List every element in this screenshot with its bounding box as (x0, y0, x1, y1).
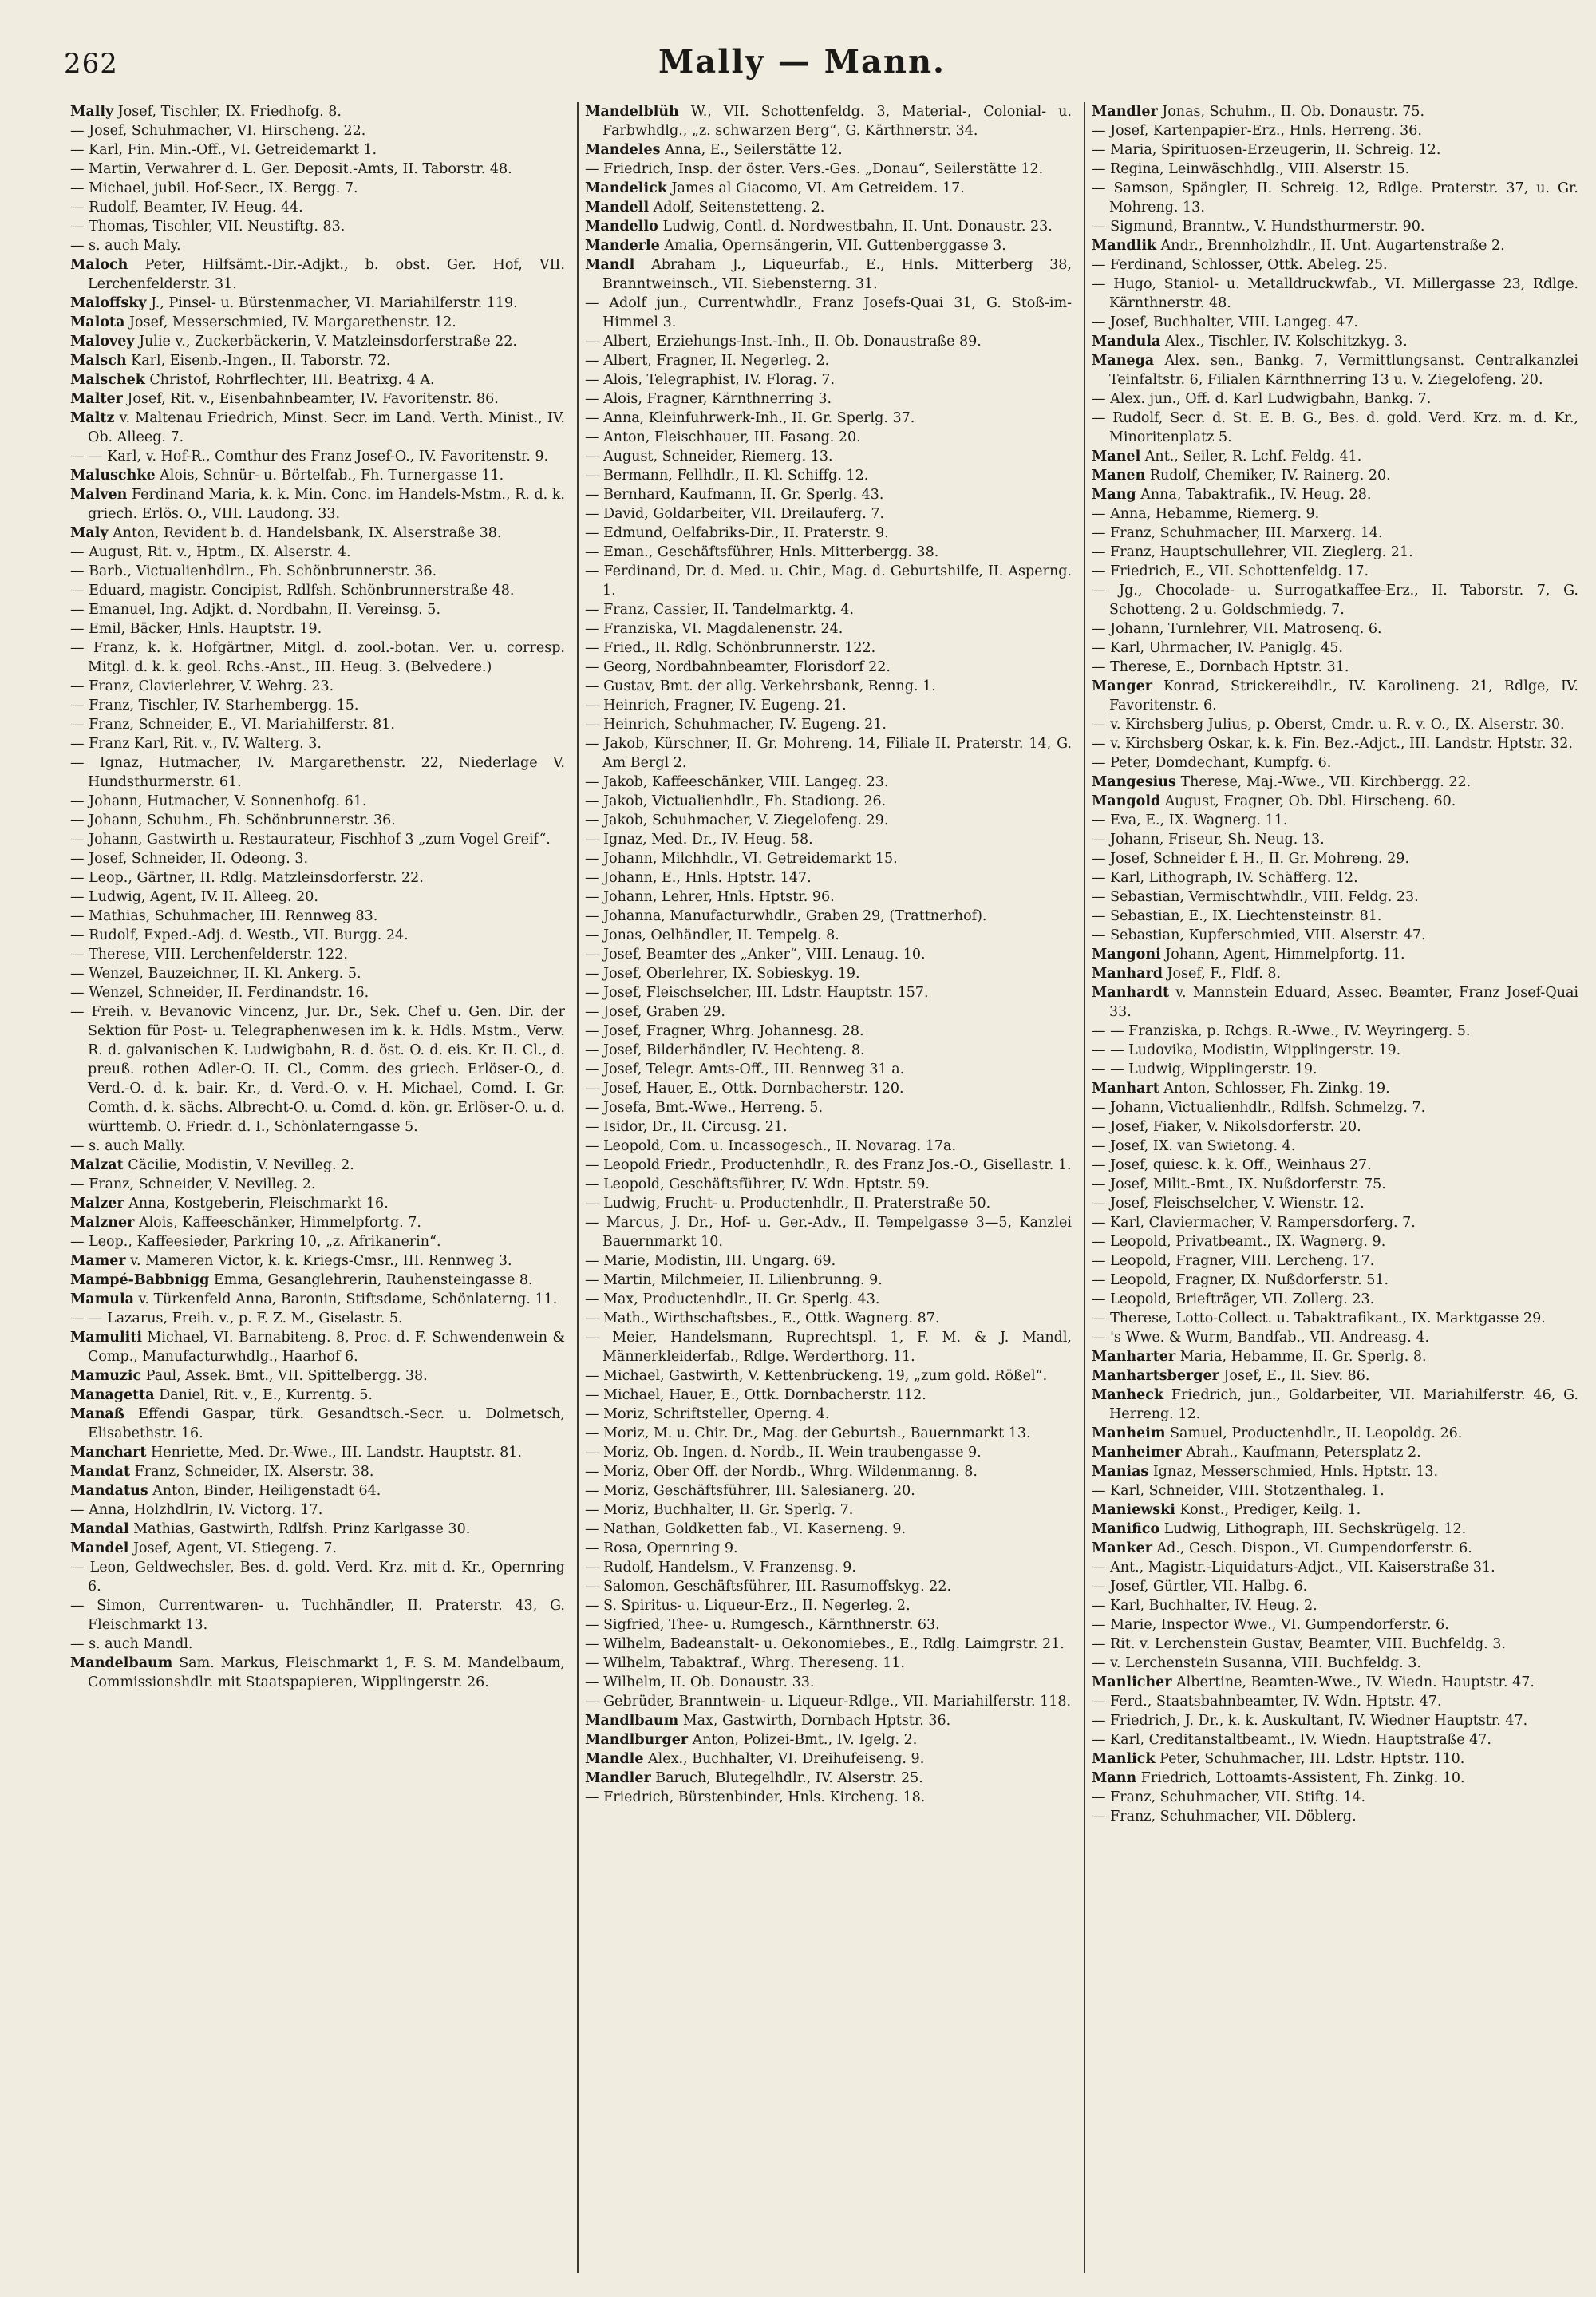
directory-entry: Manlick Peter, Schuhmacher, III. Ldstr. Hptstr. 110. (1092, 1751, 1465, 1767)
page-header (64, 42, 1540, 89)
directory-entry: Mamuzic Paul, Assek. Bmt., VII. Spittelbergg. 38. (70, 1368, 428, 1384)
directory-entry: — Leon, Geldwechsler, Bes. d. gold. Verd. Krz. mit d. Kr., Opernring 6. (70, 1560, 565, 1595)
directory-entry: Malschek Christof, Rohrflechter, III. Beatrixg. 4 A. (70, 372, 435, 388)
directory-entry: — Wilhelm, Tabaktraf., Whrg. Thereseng. 11. (585, 1655, 905, 1671)
directory-entry: Mandello Ludwig, Contl. d. Nordwestbahn, II. Unt. Donaustr. 23. (585, 219, 1053, 235)
directory-entry: Manhardt v. Mannstein Eduard, Assec. Beamter, Franz Josef-Quai 33. (1092, 985, 1578, 1020)
directory-entry: Maly Anton, Revident b. d. Handelsbank, IX. Alserstraße 38. (70, 525, 502, 541)
directory-entry: Manhard Josef, F., Fldf. 8. (1092, 966, 1282, 982)
directory-entry: — Ignaz, Med. Dr., IV. Heug. 58. (585, 832, 813, 848)
directory-entry: — Emil, Bäcker, Hnls. Hauptstr. 19. (70, 621, 322, 637)
directory-entry: — — Lazarus, Freih. v., p. F. Z. M., Giselastr. 5. (70, 1311, 403, 1326)
directory-entry: — Anna, Holzhdlrin, IV. Victorg. 17. (70, 1502, 323, 1518)
directory-entry: — Karl, Fin. Min.-Off., VI. Getreidemarkt 1. (70, 142, 377, 158)
directory-entry: Mandler Jonas, Schuhm., II. Ob. Donaustr. 75. (1092, 104, 1425, 120)
directory-entry: Mandelblüh W., VII. Schottenfeldg. 3, Material-, Colonial- u. Farbwhdlg., „z. schwarzen Berg“, G. Kärthnerstr. 34. (585, 104, 1072, 139)
directory-entry: Mandat Franz, Schneider, IX. Alserstr. 38. (70, 1464, 374, 1480)
directory-entry: — Josef, Fleischselcher, III. Ldstr. Hauptstr. 157. (585, 985, 929, 1001)
directory-entry: — Fried., II. Rdlg. Schönbrunnerstr. 122. (585, 640, 876, 656)
directory-entry: — Alois, Fragner, Kärnthnerring 3. (585, 391, 832, 407)
directory-entry: — Ludwig, Frucht- u. Productenhdlr., II. Praterstraße 50. (585, 1196, 991, 1212)
directory-entry: Mandel Josef, Agent, VI. Stiegeng. 7. (70, 1540, 338, 1556)
directory-entry: Malota Josef, Messerschmied, IV. Margarethenstr. 12. (70, 314, 456, 330)
page-number: 262 (64, 48, 118, 80)
directory-entry: Mamuliti Michael, VI. Barnabiteng. 8, Proc. d. F. Schwendenwein & Comp., Manufacturwhdlg., Haarhof 6. (70, 1330, 565, 1365)
directory-entry: — Sebastian, Kupferschmied, VIII. Alserstr. 47. (1092, 927, 1426, 943)
directory-entry: — Eman., Geschäftsführer, Hnls. Mitterbergg. 38. (585, 544, 939, 560)
directory-entry: — Johann, Hutmacher, V. Sonnenhofg. 61. (70, 793, 367, 809)
directory-entry: Mandal Mathias, Gastwirth, Rdlfsh. Prinz Karlgasse 30. (70, 1521, 471, 1537)
directory-entry: — Wenzel, Bauzeichner, II. Kl. Ankerg. 5. (70, 966, 361, 982)
directory-entry: Mamula v. Türkenfeld Anna, Baronin, Stiftsdame, Schönlaterng. 11. (70, 1291, 558, 1307)
directory-entry: — Josefa, Bmt.-Wwe., Herreng. 5. (585, 1100, 824, 1116)
directory-entry: — Albert, Erziehungs-Inst.-Inh., II. Ob. Donaustraße 89. (585, 334, 982, 350)
directory-entry: — Therese, Lotto-Collect. u. Tabaktrafikant., IX. Marktgasse 29. (1092, 1311, 1546, 1326)
directory-entry: — Anna, Hebamme, Riemerg. 9. (1092, 506, 1320, 522)
directory-entry: Malsch Karl, Eisenb.-Ingen., II. Taborstr. 72. (70, 353, 391, 369)
directory-entry: — Franz Karl, Rit. v., IV. Walterg. 3. (70, 736, 322, 752)
directory-entry: Mally Josef, Tischler, IX. Friedhofg. 8. (70, 104, 342, 120)
directory-columns (70, 102, 1578, 2273)
directory-entry: — Leopold, Com. u. Incassogesch., II. Novarag. 17a. (585, 1138, 957, 1154)
directory-entry: Manaß Effendi Gaspar, türk. Gesandtsch.-Secr. u. Dolmetsch, Elisabethstr. 16. (70, 1406, 565, 1441)
directory-entry: — Josef, Milit.-Bmt., IX. Nußdorferstr. 75. (1092, 1176, 1386, 1192)
directory-entry: Mandatus Anton, Binder, Heiligenstadt 64. (70, 1483, 381, 1499)
directory-entry: Mandula Alex., Tischler, IV. Kolschitzkyg. 3. (1092, 334, 1408, 350)
directory-entry: Mang Anna, Tabaktrafik., IV. Heug. 28. (1092, 487, 1372, 503)
directory-entry: — Friedrich, Insp. der öster. Vers.-Ges. „Donau“, Seilerstätte 12. (585, 161, 1044, 177)
directory-entry: — Rosa, Opernring 9. (585, 1540, 738, 1556)
directory-entry: — Leopold, Geschäftsführer, IV. Wdn. Hptstr. 59. (585, 1176, 930, 1192)
directory-entry: — Johann, Lehrer, Hnls. Hptstr. 96. (585, 889, 835, 905)
directory-entry: — Ant., Magistr.-Liquidaturs-Adjct., VII. Kaiserstraße 31. (1092, 1560, 1495, 1575)
directory-entry: — Emanuel, Ing. Adjkt. d. Nordbahn, II. Vereinsg. 5. (70, 602, 441, 618)
directory-entry: — Josef, Fleischselcher, V. Wienstr. 12. (1092, 1196, 1365, 1212)
directory-entry: — Gebrüder, Branntwein- u. Liqueur-Rdlge., VII. Mariahilferstr. 118. (585, 1694, 1072, 1710)
directory-entry: — Leopold, Briefträger, VII. Zollerg. 23. (1092, 1291, 1375, 1307)
directory-entry: — Karl, Lithograph, IV. Schäfferg. 12. (1092, 870, 1358, 886)
directory-entry: — Josef, quiesc. k. k. Off., Weinhaus 27. (1092, 1157, 1372, 1173)
directory-entry: — Rudolf, Secr. d. St. E. B. G., Bes. d. gold. Verd. Krz. m. d. Kr., Minoritenplatz 5. (1092, 410, 1578, 445)
directory-entry: — Jakob, Schuhmacher, V. Ziegelofeng. 29. (585, 812, 889, 828)
directory-entry: — Samson, Spängler, II. Schreig. 12, Rdlge. Praterstr. 37, u. Gr. Mohreng. 13. (1092, 180, 1578, 215)
directory-entry: — Karl, Claviermacher, V. Rampersdorferg. 7. (1092, 1215, 1416, 1231)
directory-entry: — Josef, Gürtler, VII. Halbg. 6. (1092, 1579, 1308, 1595)
directory-entry: — Johann, Friseur, Sh. Neug. 13. (1092, 832, 1325, 848)
directory-entry: — Johann, Victualienhdlr., Rdlfsh. Schmelzg. 7. (1092, 1100, 1426, 1116)
directory-entry: — Ferdinand, Schlosser, Ottk. Abeleg. 25. (1092, 257, 1388, 273)
directory-entry: Manhart Anton, Schlosser, Fh. Zinkg. 19. (1092, 1081, 1390, 1097)
directory-entry: — Karl, Schneider, VIII. Stotzenthaleg. 1. (1092, 1483, 1385, 1499)
directory-entry: Mann Friedrich, Lottoamts-Assistent, Fh. Zinkg. 10. (1092, 1770, 1465, 1786)
directory-entry: — Josef, Fiaker, V. Nikolsdorferstr. 20. (1092, 1119, 1361, 1135)
directory-entry: Managetta Daniel, Rit. v., E., Kurrentg. 5. (70, 1387, 373, 1403)
directory-entry: — Moriz, M. u. Chir. Dr., Mag. der Geburtsh., Bauernmarkt 13. (585, 1425, 1031, 1441)
directory-entry: — Anna, Kleinfuhrwerk-Inh., II. Gr. Sperlg. 37. (585, 410, 915, 426)
directory-entry: Manderle Amalia, Opernsängerin, VII. Guttenberggasse 3. (585, 238, 1006, 254)
directory-entry: Manger Konrad, Strickereihdlr., IV. Karolineng. 21, Rdlge, IV. Favoritenstr. 6. (1092, 678, 1578, 714)
directory-entry: — Franz, Hauptschullehrer, VII. Zieglerg. 21. (1092, 544, 1413, 560)
directory-entry: — Leop., Gärtner, II. Rdlg. Matzleinsdorferstr. 22. (70, 870, 424, 886)
directory-entry: — Franz, Schuhmacher, VII. Stiftg. 14. (1092, 1789, 1366, 1805)
directory-entry: — Ignaz, Hutmacher, IV. Margarethenstr. 22, Niederlage V. Hundsthurmerstr. 61. (70, 755, 565, 790)
directory-entry: — Franz, Schneider, E., VI. Mariahilferstr. 81. (70, 717, 395, 733)
directory-entry: — Franz, k. k. Hofgärtner, Mitgl. d. zool.-botan. Ver. u. corresp. Mitgl. d. k. k. geol. Rchs.-Anst., III. Heug. 3. (Belvedere.) (70, 640, 565, 675)
directory-entry: — Josef, Schneider f. H., II. Gr. Mohreng. 29. (1092, 851, 1410, 867)
directory-entry: — Heinrich, Schuhmacher, IV. Eugeng. 21. (585, 717, 887, 733)
directory-entry: — Bernhard, Kaufmann, II. Gr. Sperlg. 43. (585, 487, 884, 503)
directory-entry: — Leop., Kaffeesieder, Parkring 10, „z. Afrikanerin“. (70, 1234, 441, 1250)
running-head: Mally — Mann. (658, 43, 946, 81)
directory-entry: — — Ludwig, Wipplingerstr. 19. (1092, 1062, 1317, 1077)
directory-entry: — Josef, Bilderhändler, IV. Hechteng. 8. (585, 1042, 865, 1058)
directory-entry: — Heinrich, Fragner, IV. Eugeng. 21. (585, 698, 847, 714)
directory-entry: — Michael, jubil. Hof-Secr., IX. Bergg. 7. (70, 180, 358, 196)
directory-entry: — Albert, Fragner, II. Negerleg. 2. (585, 353, 830, 369)
directory-entry: — Sigfried, Thee- u. Rumgesch., Kärnthnerstr. 63. (585, 1617, 940, 1633)
directory-entry: — Leopold, Fragner, IX. Nußdorferstr. 51. (1092, 1272, 1389, 1288)
directory-entry: — Franz, Schuhmacher, III. Marxerg. 14. (1092, 525, 1383, 541)
directory-entry: Mandell Adolf, Seitenstetteng. 2. (585, 200, 825, 215)
directory-entry: — Franziska, VI. Magdalenenstr. 24. (585, 621, 843, 637)
directory-entry: Mamer v. Mameren Victor, k. k. Kriegs-Cmsr., III. Rennweg 3. (70, 1253, 512, 1269)
directory-entry: Maloffsky J., Pinsel- u. Bürstenmacher, VI. Mariahilferstr. 119. (70, 295, 518, 311)
directory-entry: — Leopold Friedr., Productenhdlr., R. des Franz Jos.-O., Gisellastr. 1. (585, 1157, 1072, 1173)
directory-entry: Malter Josef, Rit. v., Eisenbahnbeamter, IV. Favoritenstr. 86. (70, 391, 499, 407)
directory-entry: Manker Ad., Gesch. Dispon., VI. Gumpendorferstr. 6. (1092, 1540, 1472, 1556)
directory-entry: — Max, Productenhdlr., II. Gr. Sperlg. 43. (585, 1291, 880, 1307)
directory-entry: — s. auch Maly. (70, 238, 181, 254)
directory-entry: — Eva, E., IX. Wagnerg. 11. (1092, 812, 1288, 828)
directory-entry: — Therese, E., Dornbach Hptstr. 31. (1092, 659, 1349, 675)
directory-entry: Malovey Julie v., Zuckerbäckerin, V. Matzleinsdorferstraße 22. (70, 334, 517, 350)
directory-entry: — Franz, Schneider, V. Nevilleg. 2. (70, 1176, 316, 1192)
directory-entry: — Rit. v. Lerchenstein Gustav, Beamter, VIII. Buchfeldg. 3. (1092, 1636, 1506, 1652)
directory-entry: — Josef, Kartenpapier-Erz., Hnls. Herreng. 36. (1092, 123, 1422, 139)
directory-entry: — David, Goldarbeiter, VII. Dreilauferg. 7. (585, 506, 885, 522)
directory-entry: — Peter, Domdechant, Kumpfg. 6. (1092, 755, 1332, 771)
directory-entry: Mangoni Johann, Agent, Himmelpfortg. 11. (1092, 947, 1405, 963)
directory-entry: Mangold August, Fragner, Ob. Dbl. Hirscheng. 60. (1092, 793, 1456, 809)
directory-entry: — Edmund, Oelfabriks-Dir., II. Praterstr. 9. (585, 525, 889, 541)
directory-entry: — Josef, Buchhalter, VIII. Langeg. 47. (1092, 314, 1358, 330)
directory-entry: — Franz, Tischler, IV. Starhembergg. 15. (70, 698, 359, 714)
directory-entry: — Salomon, Geschäftsführer, III. Rasumoffskyg. 22. (585, 1579, 952, 1595)
directory-entry: Maniewski Konst., Prediger, Keilg. 1. (1092, 1502, 1361, 1518)
directory-entry: — Sebastian, E., IX. Liechtensteinstr. 81. (1092, 908, 1382, 924)
directory-entry: — Jakob, Kaffeeschänker, VIII. Langeg. 23. (585, 774, 889, 790)
directory-entry: — Marie, Inspector Wwe., VI. Gumpendorferstr. 6. (1092, 1617, 1449, 1633)
directory-entry: — — Karl, v. Hof-R., Comthur des Franz Josef-O., IV. Favoritenstr. 9. (70, 449, 549, 465)
directory-entry: — Karl, Creditanstaltbeamt., IV. Wiedn. Hauptstraße 47. (1092, 1732, 1491, 1748)
directory-entry: — Adolf jun., Currentwhdlr., Franz Josefs-Quai 31, G. Stoß-im-Himmel 3. (585, 295, 1072, 330)
directory-entry: — — Ludovika, Modistin, Wipplingerstr. 19. (1092, 1042, 1401, 1058)
directory-entry: — Mathias, Schuhmacher, III. Rennweg 83. (70, 908, 378, 924)
directory-entry: — Hugo, Staniol- u. Metalldruckwfab., VI. Millergasse 23, Rdlge. Kärnthnerstr. 48. (1092, 276, 1578, 311)
directory-entry: Manheimer Abrah., Kaufmann, Petersplatz 2. (1092, 1445, 1421, 1461)
directory-entry: Mampé-Babbnigg Emma, Gesanglehrerin, Rauhensteingasse 8. (70, 1272, 533, 1288)
column-1 (70, 102, 565, 2273)
directory-entry: — Simon, Currentwaren- u. Tuchhändler, II. Praterstr. 43, G. Fleischmarkt 13. (70, 1598, 565, 1633)
directory-entry: — s. auch Mandl. (70, 1636, 193, 1652)
directory-entry: — Josef, Graben 29. (585, 1004, 725, 1020)
directory-entry: — Josef, Schuhmacher, VI. Hirscheng. 22. (70, 123, 366, 139)
directory-entry: Manel Ant., Seiler, R. Lchf. Feldg. 41. (1092, 449, 1362, 465)
directory-entry: — August, Rit. v., Hptm., IX. Alserstr. 4. (70, 544, 351, 560)
directory-entry: — Gustav, Bmt. der allg. Verkehrsbank, Renng. 1. (585, 678, 936, 694)
directory-entry: Manharter Maria, Hebamme, II. Gr. Sperlg. 8. (1092, 1349, 1427, 1365)
directory-entry: Maltz v. Maltenau Friedrich, Minst. Secr. im Land. Verth. Minist., IV. Ob. Alleeg. 7. (70, 410, 565, 445)
directory-entry: — Michael, Hauer, E., Ottk. Dornbacherstr. 112. (585, 1387, 926, 1403)
directory-entry: — Michael, Gastwirth, V. Kettenbrückeng. 19, „zum gold. Rößel“. (585, 1368, 1048, 1384)
directory-entry: Malzer Anna, Kostgeberin, Fleischmarkt 16. (70, 1196, 389, 1212)
directory-entry: — Rudolf, Exped.-Adj. d. Westb., VII. Burgg. 24. (70, 927, 409, 943)
directory-entry: Manchart Henriette, Med. Dr.-Wwe., III. Landstr. Hauptstr. 81. (70, 1445, 522, 1461)
directory-entry: — v. Kirchsberg Oskar, k. k. Fin. Bez.-Adjct., III. Landstr. Hptstr. 32. (1092, 736, 1573, 752)
directory-entry: — — Franziska, p. Rchgs. R.-Wwe., IV. Weyringerg. 5. (1092, 1023, 1471, 1039)
directory-entry: Mandeles Anna, E., Seilerstätte 12. (585, 142, 843, 158)
directory-entry: — Johann, Turnlehrer, VII. Matrosenq. 6. (1092, 621, 1382, 637)
directory-entry: — Friedrich, Bürstenbinder, Hnls. Kircheng. 18. (585, 1789, 926, 1805)
directory-entry: — Marcus, J. Dr., Hof- u. Ger.-Adv., II. Tempelgasse 3—5, Kanzlei Bauernmarkt 10. (585, 1215, 1072, 1250)
directory-entry: — Marie, Modistin, III. Ungarg. 69. (585, 1253, 836, 1269)
directory-entry: Mandlburger Anton, Polizei-Bmt., IV. Igelg. 2. (585, 1732, 918, 1748)
directory-entry: — Maria, Spirituosen-Erzeugerin, II. Schreig. 12. (1092, 142, 1441, 158)
directory-entry: Mandl Abraham J., Liqueurfab., E., Hnls. Mitterberg 38, Branntweinsch., VII. Siebensterng. 31. (585, 257, 1072, 292)
directory-entry: — v. Lerchenstein Susanna, VIII. Buchfeldg. 3. (1092, 1655, 1421, 1671)
directory-entry: — Karl, Uhrmacher, IV. Paniglg. 45. (1092, 640, 1343, 656)
directory-entry: Maloch Peter, Hilfsämt.-Dir.-Adjkt., b. obst. Ger. Hof, VII. Lerchenfelderstr. 31. (70, 257, 565, 292)
directory-entry: — Franz, Schuhmacher, VII. Döblerg. (1092, 1809, 1357, 1825)
column-2 (577, 102, 1072, 2273)
directory-entry: Malven Ferdinand Maria, k. k. Min. Conc. im Handels-Mstm., R. d. k. griech. Erlös. O., VIII. Laudong. 33. (70, 487, 565, 522)
directory-entry: — Friedrich, J. Dr., k. k. Auskultant, IV. Wiedner Hauptstr. 47. (1092, 1713, 1528, 1729)
directory-entry: — Ferd., Staatsbahnbeamter, IV. Wdn. Hptstr. 47. (1092, 1694, 1442, 1710)
directory-entry: — Karl, Buchhalter, IV. Heug. 2. (1092, 1598, 1317, 1614)
directory-entry: — Josef, Beamter des „Anker“, VIII. Lenaug. 10. (585, 947, 926, 963)
directory-entry: — Moriz, Buchhalter, II. Gr. Sperlg. 7. (585, 1502, 854, 1518)
directory-entry: — Barb., Victualienhdlrn., Fh. Schönbrunnerstr. 36. (70, 563, 437, 579)
directory-entry: — Ferdinand, Dr. d. Med. u. Chir., Mag. d. Geburtshilfe, II. Asperng. 1. (585, 563, 1072, 599)
directory-entry: — Moriz, Schriftsteller, Operng. 4. (585, 1406, 830, 1422)
directory-entry: — Martin, Verwahrer d. L. Ger. Deposit.-Amts, II. Taborstr. 48. (70, 161, 512, 177)
directory-entry: — Franz, Clavierlehrer, V. Wehrg. 23. (70, 678, 334, 694)
directory-entry: Malzat Cäcilie, Modistin, V. Nevilleg. 2. (70, 1157, 354, 1173)
directory-entry: — Franz, Cassier, II. Tandelmarktg. 4. (585, 602, 855, 618)
directory-entry: — Thomas, Tischler, VII. Neustiftg. 83. (70, 219, 346, 235)
directory-entry: Maluschke Alois, Schnür- u. Börtelfab., Fh. Turnergasse 11. (70, 468, 504, 484)
directory-entry: Manen Rudolf, Chemiker, IV. Rainerg. 20. (1092, 468, 1391, 484)
directory-entry: Mandelick James al Giacomo, VI. Am Getreidem. 17. (585, 180, 965, 196)
directory-entry: — Jg., Chocolade- u. Surrogatkaffee-Erz., II. Taborstr. 7, G. Schotteng. 2 u. Goldschmiedg. 7. (1092, 583, 1578, 618)
directory-entry: Mandlbaum Max, Gastwirth, Dornbach Hptstr. 36. (585, 1713, 951, 1729)
directory-entry: — Moriz, Geschäftsführer, III. Salesianerg. 20. (585, 1483, 915, 1499)
directory-entry: — Sigmund, Branntw., V. Hundsthurmerstr. 90. (1092, 219, 1425, 235)
directory-entry: — Meier, Handelsmann, Ruprechtspl. 1, F. M. & J. Mandl, Männerkleiderfab., Rdlge. Werderthorg. 11. (585, 1330, 1072, 1365)
directory-entry: Manega Alex. sen., Bankg. 7, Vermittlungsanst. Centralkanzlei Teinfaltstr. 6, Filialen Kärnthnerring 13 u. V. Ziegelofeng. 20. (1092, 353, 1578, 388)
directory-entry: Manias Ignaz, Messerschmied, Hnls. Hptstr. 13. (1092, 1464, 1439, 1480)
directory-entry: Manifico Ludwig, Lithograph, III. Sechskrügelg. 12. (1092, 1521, 1467, 1537)
directory-entry: — Johanna, Manufacturwhdlr., Graben 29, (Trattnerhof). (585, 908, 987, 924)
directory-entry: Mandlik Andr., Brennholzhdlr., II. Unt. Augartenstraße 2. (1092, 238, 1505, 254)
directory-entry: Mandelbaum Sam. Markus, Fleischmarkt 1, F. S. M. Mandelbaum, Commissionshdlr. mit Staatspapieren, Wipplingerstr. 26. (70, 1655, 565, 1690)
directory-entry: — Jakob, Victualienhdlr., Fh. Stadiong. 26. (585, 793, 887, 809)
directory-entry: — Josef, Fragner, Whrg. Johannesg. 28. (585, 1023, 864, 1039)
directory-entry: — Moriz, Ob. Ingen. d. Nordb., II. Wein traubengasse 9. (585, 1445, 982, 1461)
directory-entry: — Freih. v. Bevanovic Vincenz, Jur. Dr., Sek. Chef u. Gen. Dir. der Sektion für Post- u. Telegraphenwesen im k. k. Hdls. Mstm., Verw. R. d. galvanischen K. Ludwigbahn, R. d. öst. O. d. eis. Kr. II. Cl., d. preuß. rothen Adler-O. II. Cl., Comm. des griech. Erlöser-O., d. Verd.-O. d. k. bair. Kr., d. Verd.-O. v. H. Michael, Comd. I. Gr. Comth. d. k. sächs. Albrecht-O. u. Comd. d. kön. gr. Erlöser-O. u. d. württemb. O. Friedr. d. I., Schönlaterngasse 5. (70, 1004, 565, 1135)
directory-entry: — Isidor, Dr., II. Circusg. 21. (585, 1119, 788, 1135)
directory-entry: — Sebastian, Vermischtwhdlr., VIII. Feldg. 23. (1092, 889, 1419, 905)
directory-entry: Mandler Baruch, Blutegelhdlr., IV. Alserstr. 25. (585, 1770, 923, 1786)
directory-entry: — Josef, Telegr. Amts-Off., III. Rennweg 31 a. (585, 1062, 905, 1077)
directory-entry: Malzner Alois, Kaffeeschänker, Himmelpfortg. 7. (70, 1215, 421, 1231)
directory-entry: — Johann, Gastwirth u. Restaurateur, Fischhof 3 „zum Vogel Greif“. (70, 832, 551, 848)
directory-entry: — Leopold, Privatbeamt., IX. Wagnerg. 9. (1092, 1234, 1386, 1250)
directory-entry: — Ludwig, Agent, IV. II. Alleeg. 20. (70, 889, 318, 905)
directory-entry: — Anton, Fleischhauer, III. Fasang. 20. (585, 429, 861, 445)
directory-entry: Manhartsberger Josef, E., II. Siev. 86. (1092, 1368, 1370, 1384)
directory-entry: — Rudolf, Beamter, IV. Heug. 44. (70, 200, 303, 215)
directory-entry: — Wenzel, Schneider, II. Ferdinandstr. 16. (70, 985, 369, 1001)
directory-entry: — Leopold, Fragner, VIII. Lercheng. 17. (1092, 1253, 1375, 1269)
directory-entry: — Jakob, Kürschner, II. Gr. Mohreng. 14, Filiale II. Praterstr. 14, G. Am Bergl 2. (585, 736, 1072, 771)
directory-entry: — Josef, IX. van Swietong. 4. (1092, 1138, 1296, 1154)
directory-entry: — Bermann, Fellhdlr., II. Kl. Schiffg. 12. (585, 468, 869, 484)
directory-entry: — Josef, Oberlehrer, IX. Sobieskyg. 19. (585, 966, 860, 982)
directory-entry: Manlicher Albertine, Beamten-Wwe., IV. Wiedn. Hauptstr. 47. (1092, 1674, 1535, 1690)
directory-entry: — Eduard, magistr. Concipist, Rdlfsh. Schönbrunnerstraße 48. (70, 583, 515, 599)
directory-entry: — August, Schneider, Riemerg. 13. (585, 449, 833, 465)
directory-entry: — Johann, Schuhm., Fh. Schönbrunnerstr. 36. (70, 812, 396, 828)
directory-entry: — Martin, Milchmeier, II. Lilienbrunng. 9. (585, 1272, 883, 1288)
directory-entry: — Josef, Hauer, E., Ottk. Dornbacherstr. 120. (585, 1081, 904, 1097)
directory-entry: — Alois, Telegraphist, IV. Florag. 7. (585, 372, 836, 388)
directory-entry: — Rudolf, Handelsm., V. Franzensg. 9. (585, 1560, 856, 1575)
directory-entry: — Johann, E., Hnls. Hptstr. 147. (585, 870, 812, 886)
directory-entry: — Regina, Leinwäschhdlg., VIII. Alserstr. 15. (1092, 161, 1410, 177)
directory-entry: — Wilhelm, II. Ob. Donaustr. 33. (585, 1674, 815, 1690)
directory-entry: — Jonas, Oelhändler, II. Tempelg. 8. (585, 927, 839, 943)
directory-entry: — Wilhelm, Badeanstalt- u. Oekonomiebes., E., Rdlg. Laimgrstr. 21. (585, 1636, 1065, 1652)
directory-entry: Manheim Samuel, Productenhdlr., II. Leopoldg. 26. (1092, 1425, 1463, 1441)
directory-entry: — Georg, Nordbahnbeamter, Florisdorf 22. (585, 659, 891, 675)
directory-entry: — s. auch Mally. (70, 1138, 186, 1154)
directory-entry: — Therese, VIII. Lerchenfelderstr. 122. (70, 947, 348, 963)
column-3 (1084, 102, 1578, 2273)
directory-entry: — Friedrich, E., VII. Schottenfeldg. 17. (1092, 563, 1369, 579)
directory-entry: Mangesius Therese, Maj.-Wwe., VII. Kirchbergg. 22. (1092, 774, 1472, 790)
directory-entry: — Moriz, Ober Off. der Nordb., Whrg. Wildenmanng. 8. (585, 1464, 978, 1480)
directory-entry: — v. Kirchsberg Julius, p. Oberst, Cmdr. u. R. v. O., IX. Alserstr. 30. (1092, 717, 1565, 733)
directory-entry: — Johann, Milchhdlr., VI. Getreidemarkt 15. (585, 851, 898, 867)
directory-entry: — Math., Wirthschaftsbes., E., Ottk. Wagnerg. 87. (585, 1311, 940, 1326)
directory-entry: — S. Spiritus- u. Liqueur-Erz., II. Negerleg. 2. (585, 1598, 911, 1614)
directory-entry: — Alex. jun., Off. d. Karl Ludwigbahn, Bankg. 7. (1092, 391, 1432, 407)
directory-entry: Mandle Alex., Buchhalter, VI. Dreihufeiseng. 9. (585, 1751, 925, 1767)
directory-entry: — Nathan, Goldketten fab., VI. Kaserneng. 9. (585, 1521, 907, 1537)
directory-entry: — Josef, Schneider, II. Odeong. 3. (70, 851, 309, 867)
directory-entry: — 's Wwe. & Wurm, Bandfab., VII. Andreasg. 4. (1092, 1330, 1430, 1346)
directory-entry: Manheck Friedrich, jun., Goldarbeiter, VII. Mariahilferstr. 46, G. Herreng. 12. (1092, 1387, 1578, 1422)
